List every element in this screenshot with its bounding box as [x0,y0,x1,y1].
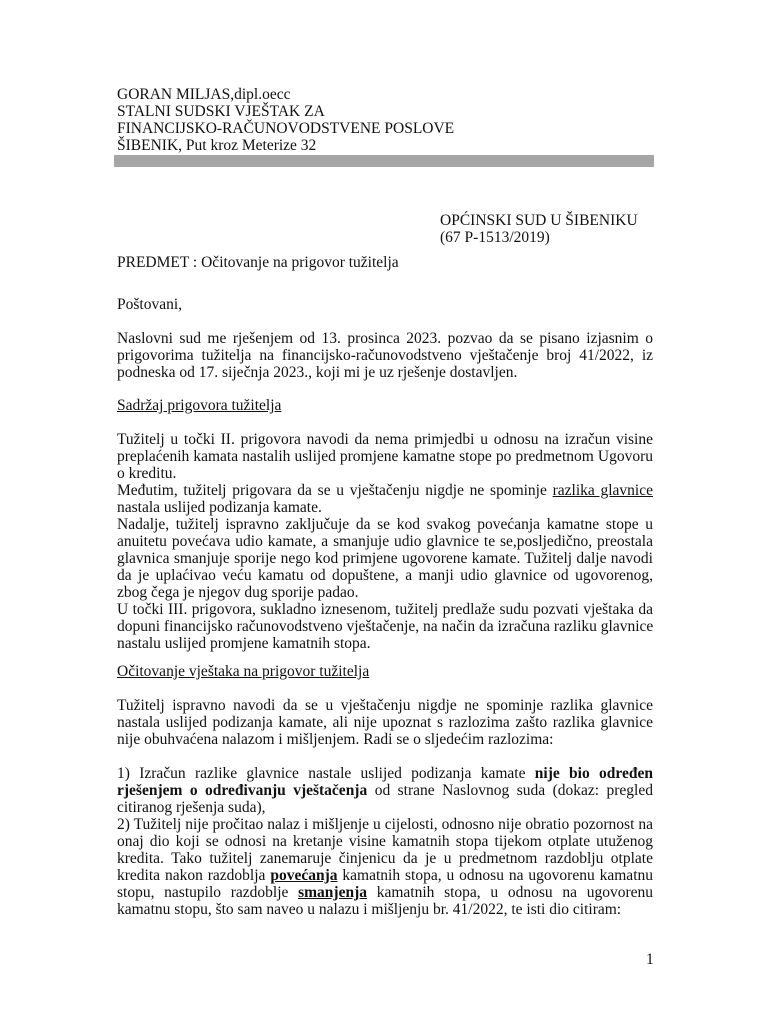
s1-line: glavnica smanjuje sporije nego kod primjene ugovorene kamate. Tužitelj dalje navodi [117,550,653,567]
point-1 [117,765,653,816]
section-1-heading-wrap [117,397,653,414]
p2-text: kredita nakon razdoblja [117,867,271,884]
s1-line: nastalu uslijed promjene kamatnih stopa. [117,635,371,652]
sender-block [117,86,454,154]
sender-title-2: FINANCIJSKO-RAČUNOVODSTVENE POSLOVE [117,120,455,137]
s1-line [117,482,653,499]
s2-line: nije obuhvaćena nalazom i mišljenjem. Radi se o sljedećim razlozima: [117,731,554,748]
s1-line: o kreditu. [117,465,177,482]
p2-line [117,867,653,884]
s1-line: dopuni financijsko računovodstveno vještačenje, na način da izračuna razliku glavnice [117,618,654,635]
s1-line: Tužitelj u točki II. prigovora navodi da nema primjedbi u odnosu na izračun visine [117,431,653,448]
greeting: Poštovani, [117,296,183,313]
p2-text: kamatnih stopa, u odnosu na ugovorenu kamatnu [337,867,653,884]
s2-line: nastala uslijed podizanja kamate, ali nije upoznat s razlozima zašto razlika glavnice [117,714,653,731]
p2-line: kredita. Tako tužitelj zanemaruje činjenicu da je u predmetnom razdoblju otplate [117,850,653,867]
s1-line: zbog čega je njegov dug sporije padao. [117,584,359,601]
p2-line: onaj dio koji se odnosi na kretanje visine kamatnih stopa tijekom otplate utuženog [117,833,653,850]
section-2-heading-wrap [117,663,653,680]
p1-text: 1) Izračun razlike glavnice nastale uslijed podizanja kamate [117,765,535,782]
p1-text: od strane Naslovnog suda (dokaz: pregled [367,782,653,799]
s1-line: Nadalje, tužitelj ispravno zaključuje da se kod svakog povećanja kamatne stope u [117,516,653,533]
s1-line: U točki III. prigovora, sukladno iznesenom, tužitelj predlaže sudu pozvati vještaka da [117,601,653,618]
section-2-heading: Očitovanje vještaka na prigovor tužitelja [117,663,370,680]
intro-line: Naslovni sud me rješenjem od 13. prosinca 2023. pozvao da se pisano izjasnim o [117,330,653,347]
bold-underlined-phrase: povećanja [270,867,338,884]
bold-underlined-phrase: smanjenja [298,884,367,901]
p2-text: stopu, nastupilo razdoblje [117,884,299,901]
recipient-block [440,212,638,246]
bold-phrase: nije bio određen [534,765,653,782]
p2-line [117,884,653,901]
s2-line: Tužitelj ispravno navodi da se u vještačenju nigdje ne spominje razlika glavnice [117,697,653,714]
section-2-body [117,697,653,748]
s1-line: nastala uslijed podizanja kamate. [117,499,322,516]
sender-name: GORAN MILJAS,dipl.oecc [117,86,291,103]
p1-line: citiranog rješenja suda), [117,799,266,816]
subject-line: PREDMET : Očitovanje na prigovor tužitelja [117,254,399,271]
intro-paragraph [117,330,653,381]
bold-phrase: rješenjem o određivanju vještačenja [117,782,368,799]
intro-line: prigovorima tužitelja na financijsko-računovodstveno vještačenje broj 41/2022, iz [117,347,653,364]
s1-text: Međutim, tužitelj prigovara da se u vještačenju nigdje ne spominje [117,482,553,499]
s1-line: preplaćenih kamata nastalih uslijed promjene kamatne stope po predmetnom Ugovoru [117,448,653,465]
s1-line: anuitetu povećava udio kamate, a smanjuje udio glavnice te se,posljedično, preostala [117,533,653,550]
header-divider [114,155,654,167]
p1-line [117,765,653,782]
recipient-case-number: (67 P-1513/2019) [440,229,550,246]
underlined-phrase: razlika glavnice [552,482,653,499]
sender-title-1: STALNI SUDSKI VJEŠTAK ZA [117,103,325,120]
point-2 [117,816,653,918]
recipient-court: OPĆINSKI SUD U ŠIBENIKU [440,212,638,229]
s1-line: da je uplaćivao veću kamatu od dopuštene, a manji udio glavnice od ugovorenog, [117,567,653,584]
p2-line: kamatnu stopu, što sam naveo u nalazu i mišljenju br. 41/2022, te isti dio citiram: [117,901,622,918]
p1-line [117,782,653,799]
page-number: 1 [646,951,654,968]
section-1-body [117,431,653,652]
p2-line: 2) Tužitelj nije pročitao nalaz i mišljenje u cijelosti, odnosno nije obratio pozornost na [117,816,653,833]
intro-line: podneska od 17. siječnja 2023., koji mi je uz rješenje dostavljen. [117,364,518,381]
sender-address: ŠIBENIK, Put kroz Meterize 32 [117,137,317,154]
section-1-heading: Sadržaj prigovora tužitelja [117,397,282,414]
p2-text: kamatnih stopa, u odnosu na ugovorenu [366,884,653,901]
